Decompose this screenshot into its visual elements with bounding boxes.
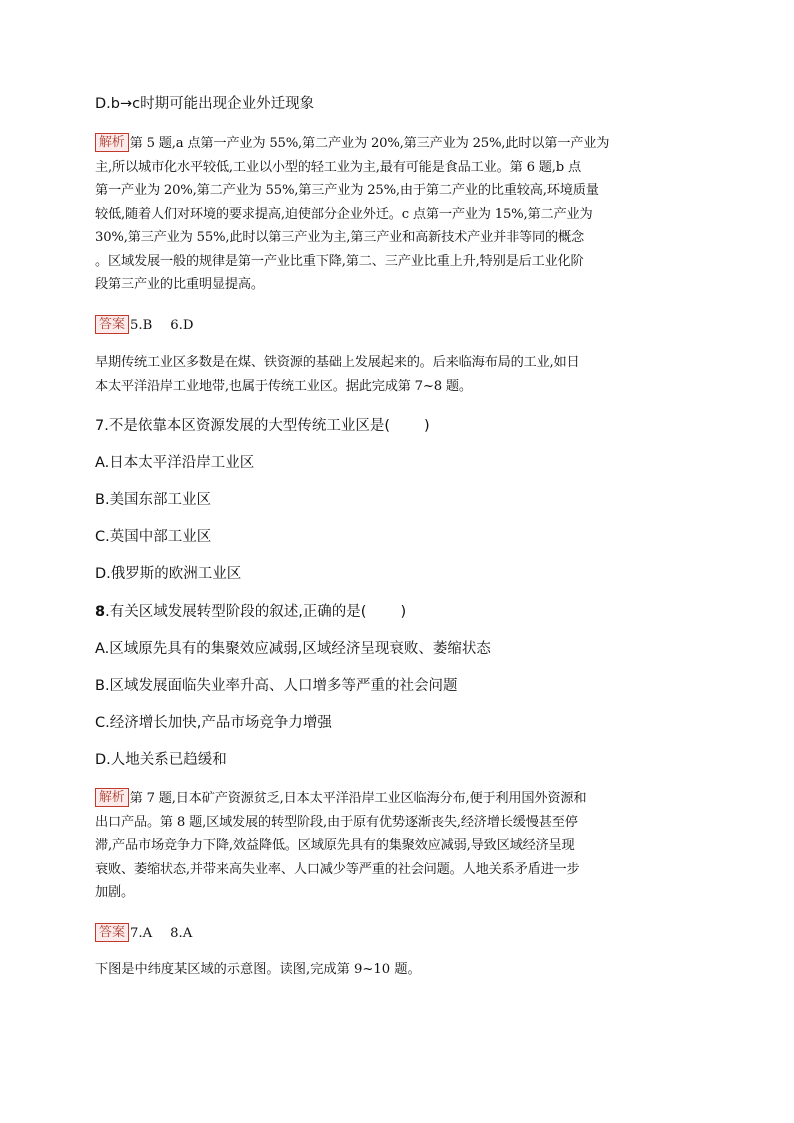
analysis-line: 第一产业为 20%,第二产业为 55%,第三产业为 25%,由于第二产业的比重较高,环境质量 [95, 183, 599, 198]
answer-tag: 答案 [95, 315, 129, 334]
q7-option-c: C.英国中部工业区 [95, 529, 212, 545]
intro-7-8 [95, 351, 705, 398]
q6-option-d: D.b→c时期可能出现企业外迁现象 [95, 96, 315, 112]
q8-option-a: A.区域原先具有的集聚效应减弱,区域经济呈现衰败、萎缩状态 [95, 641, 491, 657]
intro-line: 早期传统工业区多数是在煤、铁资源的基础上发展起来的。后来临海布局的工业,如日 [95, 355, 580, 370]
analysis-line: 滞,产品市场竞争力下降,效益降低。区域原先具有的集聚效应减弱,导致区域经济呈现 [95, 838, 575, 853]
q8-option-c: C.经济增长加快,产品市场竞争力增强 [95, 715, 332, 731]
analysis-5-6 [95, 132, 705, 297]
q7-option-b: B.美国东部工业区 [95, 492, 212, 508]
analysis-line: 加剧。 [95, 885, 134, 900]
analysis-tag: 解析 [95, 133, 129, 152]
q8-option-b: B.区域发展面临失业率升高、人口增多等严重的社会问题 [95, 678, 458, 694]
q7-option-a: A.日本太平洋沿岸工业区 [95, 455, 255, 471]
q7-option-d: D.俄罗斯的欧洲工业区 [95, 566, 242, 582]
q7-stem: 7.不是依靠本区资源发展的大型传统工业区是( ) [95, 418, 430, 434]
q8-option-d: D.人地关系已趋缓和 [95, 752, 227, 768]
analysis-tag: 解析 [95, 788, 129, 807]
answer-8: 8.A [170, 926, 193, 941]
analysis-line: 较低,随着人们对环境的要求提高,迫使部分企业外迁。c 点第一产业为 15%,第二产业为 [95, 206, 593, 222]
answer-7-8 [95, 923, 192, 945]
answer-7: 7.A [130, 926, 153, 941]
q8-stem: 8.有关区域发展转型阶段的叙述,正确的是( ) [95, 604, 407, 620]
analysis-line: 出口产品。第 8 题,区域发展的转型阶段,由于原有优势逐渐丧失,经济增长缓慢甚至停 [95, 814, 578, 830]
analysis-line: 段第三产业的比重明显提高。 [95, 277, 264, 292]
analysis-line: 30%,第三产业为 55%,此时以第三产业为主,第三产业和高新技术产业并非等同的概念 [95, 230, 584, 245]
intro-line: 本太平洋沿岸工业地带,也属于传统工业区。据此完成第 7~8 题。 [95, 378, 472, 394]
analysis-line: 。区域发展一般的规律是第一产业比重下降,第二、三产业比重上升,特别是后工业化阶 [95, 253, 584, 269]
analysis-line: 解析 第 7 题,日本矿产资源贫乏,日本太平洋沿岸工业区临海分布,便于利用国外资源和 [95, 787, 705, 811]
answer-tag: 答案 [95, 923, 129, 942]
intro-9-10: 下图是中纬度某区域的示意图。读图,完成第 9~10 题。 [95, 962, 421, 977]
analysis-line: 主,所以城市化水平较低,工业以小型的轻工业为主,最有可能是食品工业。第 6 题,b 点 [95, 159, 581, 175]
analysis-line: 衰败、萎缩状态,并带来高失业率、人口减少等严重的社会问题。人地关系矛盾进一步 [95, 861, 580, 877]
answer-5: 5.B [130, 318, 153, 333]
answer-6: 6.D [170, 318, 194, 333]
analysis-7-8 [95, 787, 705, 905]
analysis-line: 解析 第 5 题,a 点第一产业为 55%,第二产业为 20%,第三产业为 25%,此时以第一产业为 [95, 132, 705, 156]
answer-5-6 [95, 315, 193, 337]
